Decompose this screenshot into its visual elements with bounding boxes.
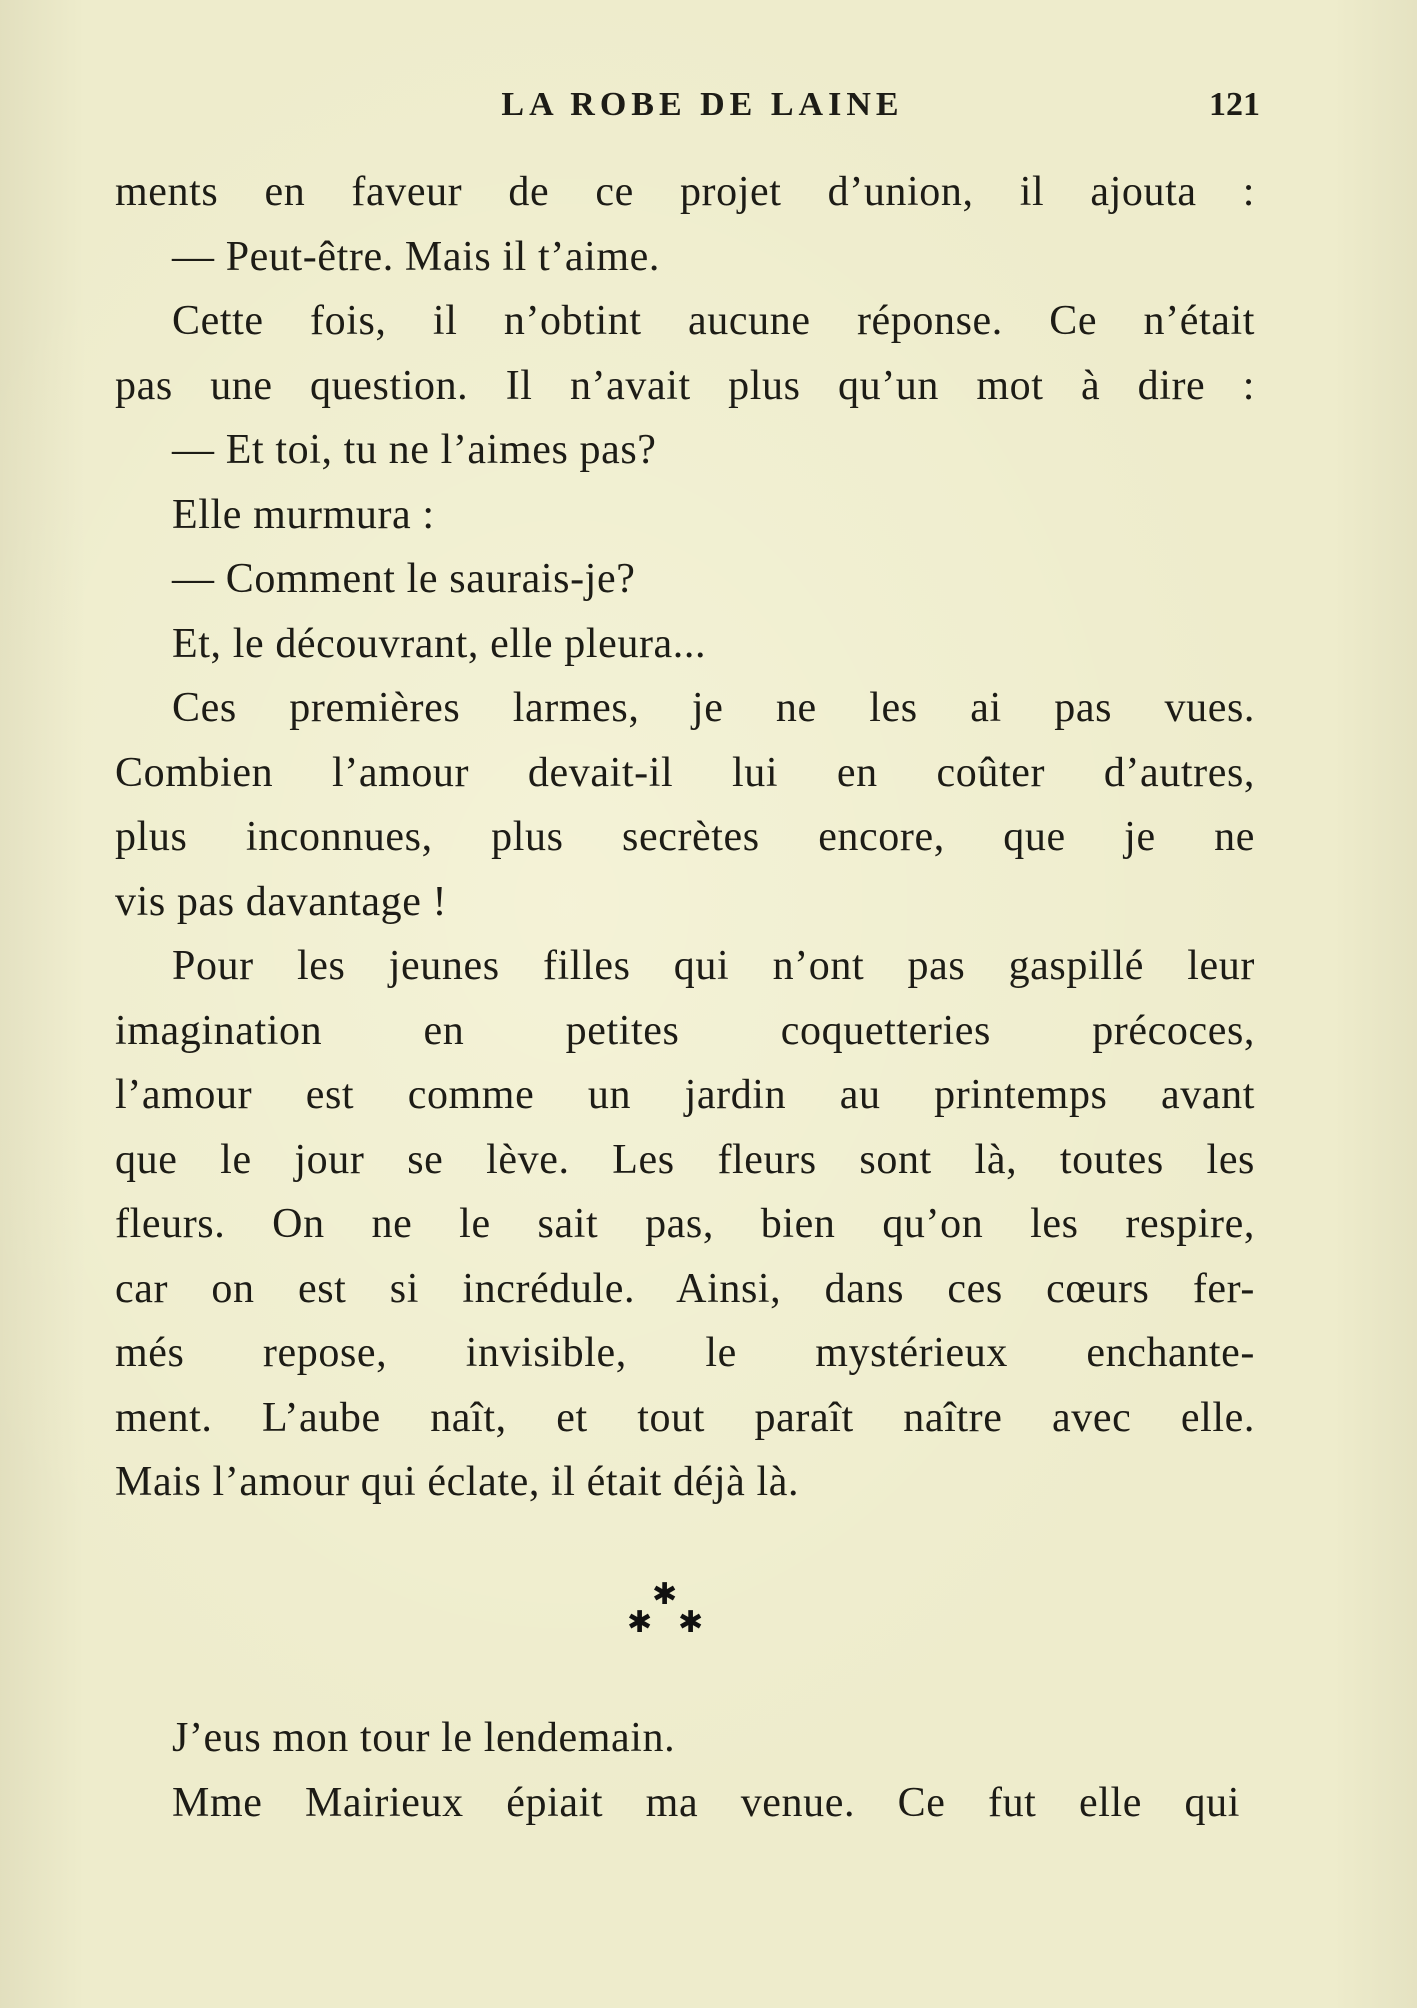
text-line: imagination en petites coquetteries précoces, xyxy=(115,1007,1255,1054)
running-title: LA ROBE DE LAINE xyxy=(501,86,904,123)
text-line: — Et toi, tu ne l’aimes pas? xyxy=(172,427,657,473)
text-line: fleurs. On ne le sait pas, bien qu’on les respire, xyxy=(115,1201,1255,1247)
section-break-ornament xyxy=(0,1577,1417,1650)
running-head xyxy=(115,86,1260,136)
text-line: l’amour est comme un jardin au printemps avant xyxy=(115,1072,1255,1118)
text-line: car on est si incrédule. Ainsi, dans ces cœurs fer- xyxy=(115,1265,1255,1312)
text-line: J’eus mon tour le lendemain. xyxy=(172,1715,676,1761)
text-line: Elle murmura : xyxy=(172,491,435,538)
asterism-star-top: ✱ xyxy=(652,1577,678,1612)
text-line: vis pas davantage ! xyxy=(115,878,448,925)
asterism-star-left: ✱ xyxy=(627,1605,653,1640)
text-line: ments en faveur de ce projet d’union, il ajouta : xyxy=(115,169,1255,215)
text-line: Et, le découvrant, elle pleura... xyxy=(172,620,707,667)
text-line: Pour les jeunes filles qui n’ont pas gaspillé leur xyxy=(172,943,1255,989)
text-line: plus inconnues, plus secrètes encore, que je ne xyxy=(115,814,1255,860)
text-line: — Peut-être. Mais il t’aime. xyxy=(172,233,661,280)
text-line: pas une question. Il n’avait plus qu’un mot à dire : xyxy=(115,362,1255,409)
text-line: ment. L’aube naît, et tout paraît naître avec elle. xyxy=(115,1394,1255,1441)
text-line: Mme Mairieux épiait ma venue. Ce fut elle qui xyxy=(172,1779,1240,1826)
text-line: — Comment le saurais-je? xyxy=(172,556,636,602)
text-line: Mais l’amour qui éclate, il était déjà là. xyxy=(115,1459,800,1505)
body-text-after-break xyxy=(115,1706,1240,1835)
text-line: que le jour se lève. Les fleurs sont là, toutes les xyxy=(115,1136,1255,1183)
body-text xyxy=(115,160,1255,1515)
text-line: més repose, invisible, le mystérieux enchante- xyxy=(115,1330,1255,1376)
page-number: 121 xyxy=(1209,86,1260,123)
text-line: Cette fois, il n’obtint aucune réponse. Ce n’était xyxy=(172,298,1255,344)
text-line: Ces premières larmes, je ne les ai pas vues. xyxy=(172,685,1255,731)
text-line: Combien l’amour devait-il lui en coûter d’autres, xyxy=(115,749,1255,796)
asterism-star-right: ✱ xyxy=(678,1605,704,1640)
